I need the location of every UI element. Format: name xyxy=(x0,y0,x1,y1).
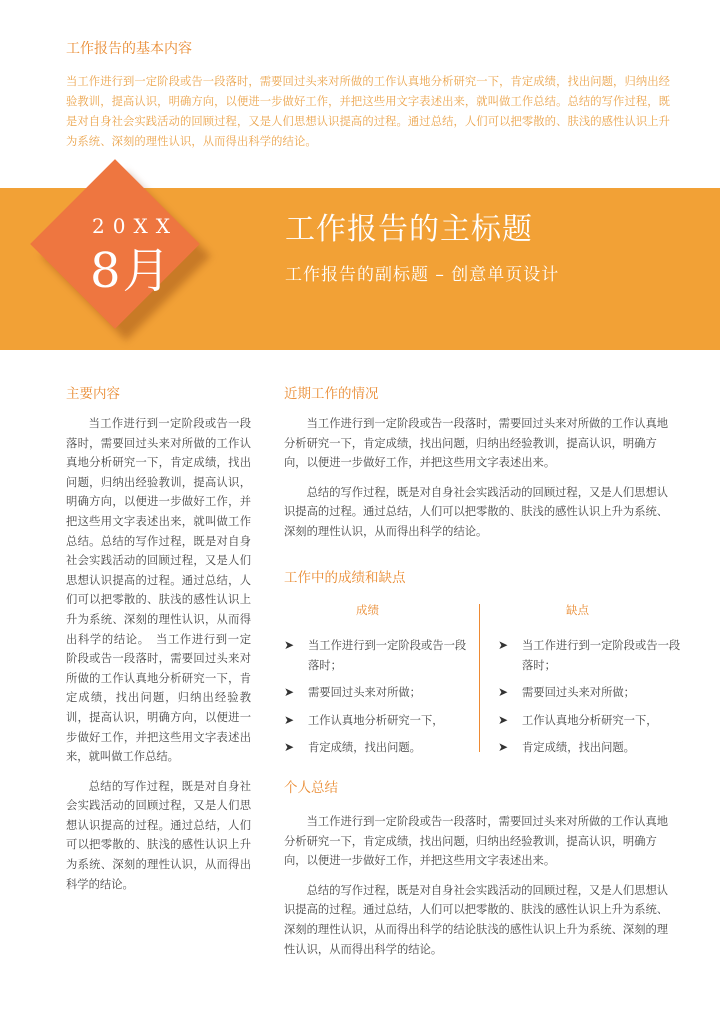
main-title: 工作报告的主标题 xyxy=(285,212,533,247)
arrow-bullet-icon: ➤ xyxy=(284,638,295,652)
sub-title: 工作报告的副标题 – 创意单页设计 xyxy=(285,265,560,285)
arrow-bullet-icon: ➤ xyxy=(498,638,509,652)
arrow-bullet-icon: ➤ xyxy=(498,712,509,727)
column-divider xyxy=(479,604,480,752)
list-item: ➤ 需要回过头来对所做； xyxy=(498,683,683,703)
list-item: ➤ 需要回过头来对所做； xyxy=(284,683,469,703)
shortcomings-list xyxy=(498,636,683,766)
arrow-bullet-icon: ➤ xyxy=(498,740,509,755)
achievements-list xyxy=(284,636,469,766)
personal-summary-paragraph: 总结的写作过程，既是对自身社会实践活动的回顾过程，又是人们思想认识提高的过程。通过总结，人们可以把零散的、肤浅的感性认识上升为系统、深刻的理性认识，从而得出科学的结论肤浅的感性认识上升为系统、深刻的理性认识，从而得出科学的结论。 xyxy=(284,883,669,956)
list-item: ➤ 当工作进行到一定阶段或告一段落时； xyxy=(284,638,467,672)
list-item: ➤ 工作认真地分析研究一下， xyxy=(498,711,683,731)
personal-summary-body xyxy=(284,812,674,969)
achievements-head: 成绩 xyxy=(356,603,379,617)
recent-work-title: 近期工作的情况 xyxy=(284,386,379,402)
main-content-title: 主要内容 xyxy=(66,386,120,402)
personal-summary-paragraph: 当工作进行到一定阶段或告一段落时，需要回过头来对所做的工作认真地分析研究一下，肯定成绩，找出问题，归纳出经验教训，提高认识，明确方向，以便进一步做好工作，并把这些用文字表述出来。 xyxy=(284,815,669,868)
intro-paragraph: 当工作进行到一定阶段或告一段落时，需要回过头来对所做的工作认真地分析研究一下，肯定成绩，找出问题，归纳出经验教训，提高认识，明确方向，以便进一步做好工作，并把这些用文字表述出来，就叫做工作总结。总结的写作过程，既是对自身社会实践活动的回顾过程，又是人们思想认识提高的过程。通过总结，人们可以把零散的、肤浅的感性认识上升为系统、深刻的理性认识，从而得出科学的结论。 xyxy=(66,75,671,148)
arrow-bullet-icon: ➤ xyxy=(284,685,295,700)
personal-summary-title: 个人总结 xyxy=(284,780,338,796)
main-content-paragraph: 总结的写作过程，既是对自身社会实践活动的回顾过程，又是人们思想认识提高的过程。通过总结，人们可以把零散的、肤浅的感性认识上升为系统、深刻的理性认识，从而得出科学的结论。 xyxy=(66,779,251,891)
list-item: ➤ 肯定成绩，找出问题。 xyxy=(498,738,683,758)
list-item: ➤ 工作认真地分析研究一下， xyxy=(284,711,469,731)
recent-work-body xyxy=(284,414,674,552)
recent-work-paragraph: 当工作进行到一定阶段或告一段落时，需要回过头来对所做的工作认真地分析研究一下，肯定成绩，找出问题，归纳出经验教训，提高认识，明确方向，以便进一步做好工作，并把这些用文字表述出来。 xyxy=(284,417,669,470)
main-content-paragraph: 当工作进行到一定阶段或告一段落时，需要回过头来对所做的工作认真地分析研究一下，肯定成绩，找出问题，归纳出经验教训，提高认识，明确方向，以便进一步做好工作，并把这些用文字表述出来，就叫做工作总结。总结的写作过程，既是对自身社会实践活动的回顾过程，又是人们思想认识提高的过程。通过总结，人们可以把零散的、肤浅的感性认识上升为系统、深刻的理性认识，从而得出科学的结论。 当工作进行到一定阶段或告一段落时，需要回过头来对所做的工作认真地分析研究一下，肯定成绩，找出问题，归纳出经验教训，提高认识，明确方向，以便进一步做好工作，并把这些用文字表述出来，就叫做工作总结。 xyxy=(66,417,251,764)
main-content-body xyxy=(66,414,251,904)
recent-work-paragraph: 总结的写作过程，既是对自身社会实践活动的回顾过程，又是人们思想认识提高的过程。通过总结，人们可以把零散的、肤浅的感性认识上升为系统、深刻的理性认识，从而得出科学的结论。 xyxy=(284,485,669,538)
list-item: ➤ 当工作进行到一定阶段或告一段落时； xyxy=(498,638,681,672)
arrow-bullet-icon: ➤ xyxy=(284,712,295,727)
shortcomings-head: 缺点 xyxy=(566,603,589,617)
intro-title: 工作报告的基本内容 xyxy=(66,41,192,57)
banner-year: 20XX xyxy=(92,214,178,238)
achievements-title: 工作中的成绩和缺点 xyxy=(284,570,406,586)
list-item: ➤ 肯定成绩，找出问题。 xyxy=(284,738,469,758)
banner-month: 8月 xyxy=(90,243,173,299)
arrow-bullet-icon: ➤ xyxy=(498,685,509,700)
arrow-bullet-icon: ➤ xyxy=(284,740,295,755)
